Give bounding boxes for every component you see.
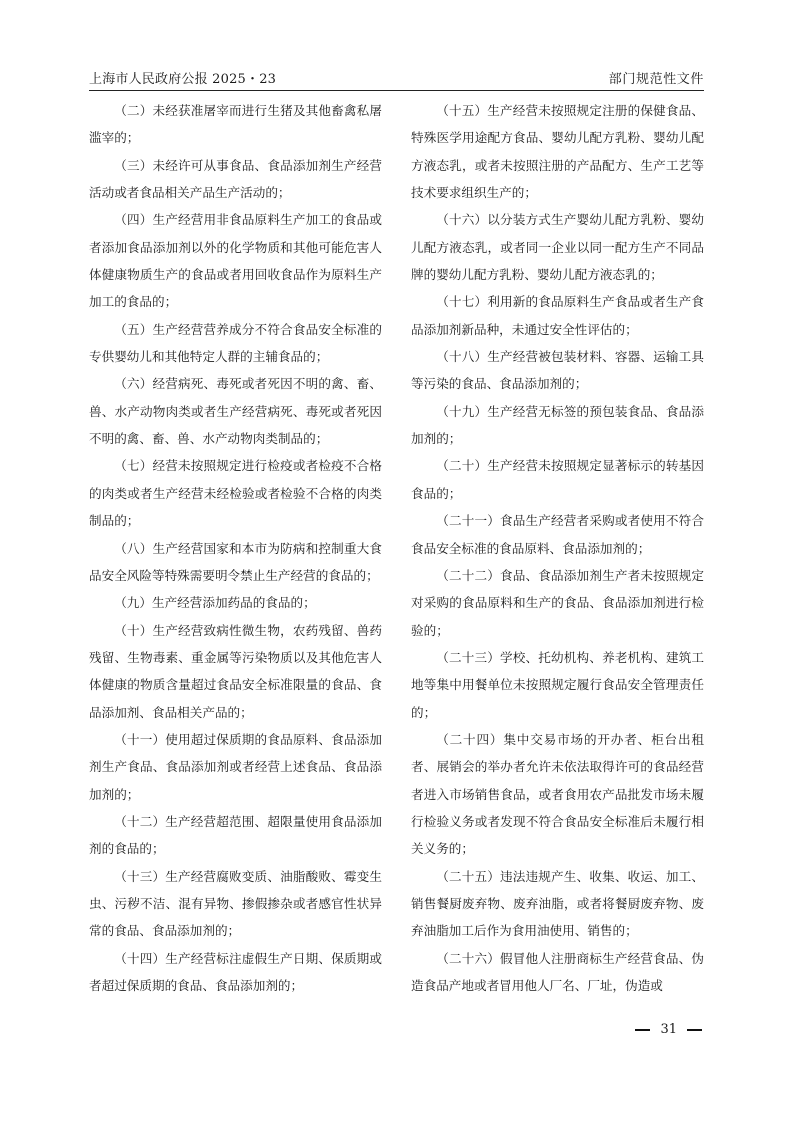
publication-title: 上海市人民政府公报 2025・23: [89, 72, 277, 87]
list-item: （十五）生产经营未按照规定注册的保健食品、特殊医学用途配方食品、婴幼儿配方乳粉、婴幼儿配方液态乳，或者未按照注册的产品配方、生产工艺等技术要求组织生产的；: [411, 103, 704, 201]
dash-right: [687, 1029, 702, 1031]
list-item: （十）生产经营致病性微生物，农药残留、兽药残留、生物毒素、重金属等污染物质以及其他危害人体健康的物质含量超过食品安全标准限量的食品、食品添加剂、食品相关产品的；: [89, 622, 382, 720]
list-item: （三）未经许可从事食品、食品添加剂生产经营活动或者食品相关产品生产活动的；: [89, 157, 382, 201]
list-item: （二十二）食品、食品添加剂生产者未按照规定对采购的食品原料和生产的食品、食品添加剂进行检验的；: [411, 567, 704, 638]
list-item: （二十）生产经营未按照规定显著标示的转基因食品的；: [411, 458, 704, 501]
list-item: （十八）生产经营被包装材料、容器、运输工具等污染的食品、食品添加剂的；: [411, 349, 704, 392]
list-item: （十六）以分装方式生产婴幼儿配方乳粉、婴幼儿配方液态乳，或者同一企业以同一配方生产不同品牌的婴幼儿配方乳粉、婴幼儿配方液态乳的；: [411, 212, 704, 283]
list-item: （五）生产经营营养成分不符合食品安全标准的专供婴幼儿和其他特定人群的主辅食品的；: [89, 321, 382, 365]
list-item: （二）未经获准屠宰而进行生猪及其他畜禽私屠滥宰的；: [89, 103, 382, 146]
right-column: [411, 97, 704, 999]
list-item: （十四）生产经营标注虚假生产日期、保质期或者超过保质期的食品、食品添加剂的；: [89, 950, 382, 993]
page-number-text: 31: [660, 1022, 677, 1037]
list-item: （十三）生产经营腐败变质、油脂酸败、霉变生虫、污秽不洁、混有异物、掺假掺杂或者感官性状异常的食品、食品添加剂的；: [89, 868, 382, 939]
section-title: 部门规范性文件: [608, 72, 704, 87]
page-number: [635, 1022, 702, 1037]
list-item: （十一）使用超过保质期的食品原料、食品添加剂生产食品、食品添加剂或者经营上述食品、食品添加剂的；: [89, 731, 382, 802]
list-item: （二十五）违法违规产生、收集、收运、加工、销售餐厨废弃物、废弃油脂，或者将餐厨废弃物、废弃油脂加工后作为食用油使用、销售的；: [411, 868, 704, 939]
list-item: （十九）生产经营无标签的预包装食品、食品添加剂的；: [411, 403, 704, 447]
list-item: （六）经营病死、毒死或者死因不明的禽、畜、兽、水产动物肉类或者生产经营病死、毒死或者死因不明的禽、畜、兽、水产动物肉类制品的；: [89, 376, 382, 447]
list-item: （二十四）集中交易市场的开办者、柜台出租者、展销会的举办者允许未依法取得许可的食品经营者进入市场销售食品，或者食用农产品批发市场未履行检验义务或者发现不符合食品安全标准后未履行相关义务的；: [411, 731, 704, 857]
list-item: （九）生产经营添加药品的食品的；: [114, 595, 316, 611]
list-item: （七）经营未按照规定进行检疫或者检疫不合格的肉类或者生产经营未经检验或者检验不合格的肉类制品的；: [89, 458, 382, 529]
header-divider: [89, 90, 704, 91]
list-item: （四）生产经营用非食品原料生产加工的食品或者添加食品添加剂以外的化学物质和其他可能危害人体健康物质生产的食品或者用回收食品作为原料生产加工的食品的；: [89, 212, 382, 310]
list-item: （二十一）食品生产经营者采购或者使用不符合食品安全标准的食品原料、食品添加剂的；: [411, 513, 704, 556]
list-item: （八）生产经营国家和本市为防病和控制重大食品安全风险等特殊需要明令禁止生产经营的食品的；: [89, 540, 382, 583]
dash-left: [635, 1029, 650, 1031]
list-item: （十二）生产经营超范围、超限量使用食品添加剂的食品的；: [89, 813, 382, 857]
list-item: （十七）利用新的食品原料生产食品或者生产食品添加剂新品种，未通过安全性评估的；: [411, 294, 704, 337]
list-item: （二十六）假冒他人注册商标生产经营食品、伪造食品产地或者冒用他人厂名、厂址，伪造或: [411, 950, 704, 993]
list-item: （二十三）学校、托幼机构、养老机构、建筑工地等集中用餐单位未按照规定履行食品安全管理责任的；: [411, 649, 704, 720]
left-column: [89, 97, 382, 999]
